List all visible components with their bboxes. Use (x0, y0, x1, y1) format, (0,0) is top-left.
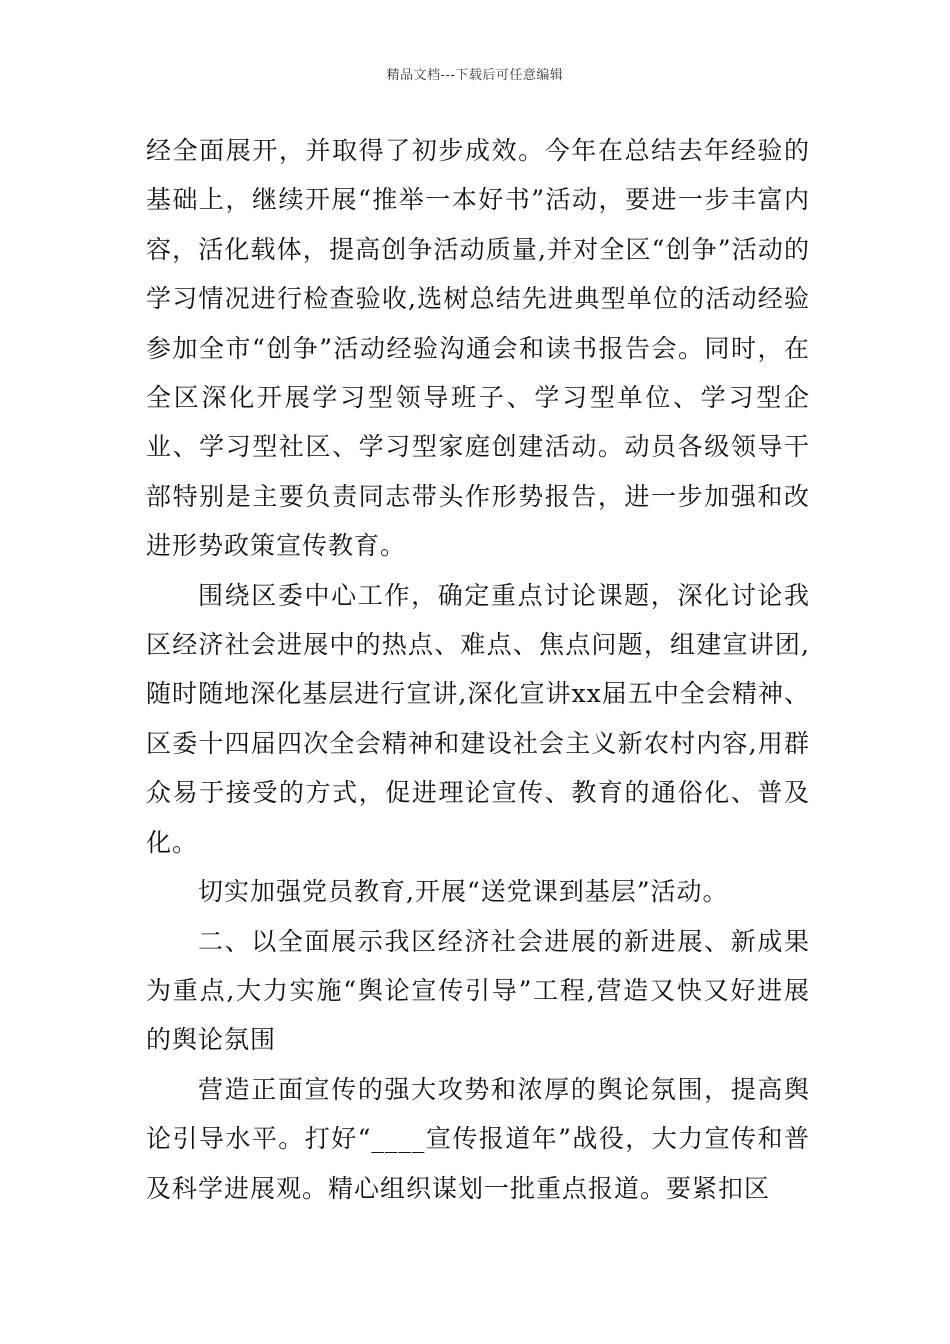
paragraph-3: 切实加强党员教育,开展“送党课到基层”活动。 (198, 877, 729, 907)
paragraph-1: 经全面展开，并取得了初步成效。今年在总结去年经验的基础上，继续开展“推举一本好书”活动，要进一步丰富内容，活化载体，提高创争活动质量,并对全区“创争”活动的学习情况进行检查验收,选树总结先进典型单位的活动经验参加全市“创争”活动经验沟通会和读书报告会。同时，在全区深化开展学习型领导班子、学习型单位、学习型企业、学习型社区、学习型家庭创建活动。动员各级领导干部特别是主要负责同志带头作形势报告，进一步加强和改进形势政策宣传教育。 (146, 136, 810, 561)
page-header: 精品文档---下载后可任意编辑 (386, 68, 564, 83)
paragraph-5: 营造正面宣传的强大攻势和浓厚的舆论氛围，提高舆论引导水平。打好“____宣传报道年”战役，大力宣传和普及科学进展观。精心组织谋划一批重点报道。要紧扣区 (146, 1074, 810, 1203)
section-heading-2: 二、以全面展示我区经济社会进展的新进展、新成果为重点,大力实施“舆论宣传引导”工程,营造又快又好进展的舆论氛围 (146, 926, 810, 1055)
document-body (146, 126, 810, 1213)
paragraph-2: 围绕区委中心工作，确定重点讨论课题，深化讨论我区经济社会进展中的热点、难点、焦点问题，组建宣讲团,随时随地深化基层进行宣讲,深化宣讲xx届五中全会精神、区委十四届四次全会精神和建设社会主义新农村内容,用群众易于接受的方式，促进理论宣传、教育的通俗化、普及化。 (146, 580, 810, 857)
